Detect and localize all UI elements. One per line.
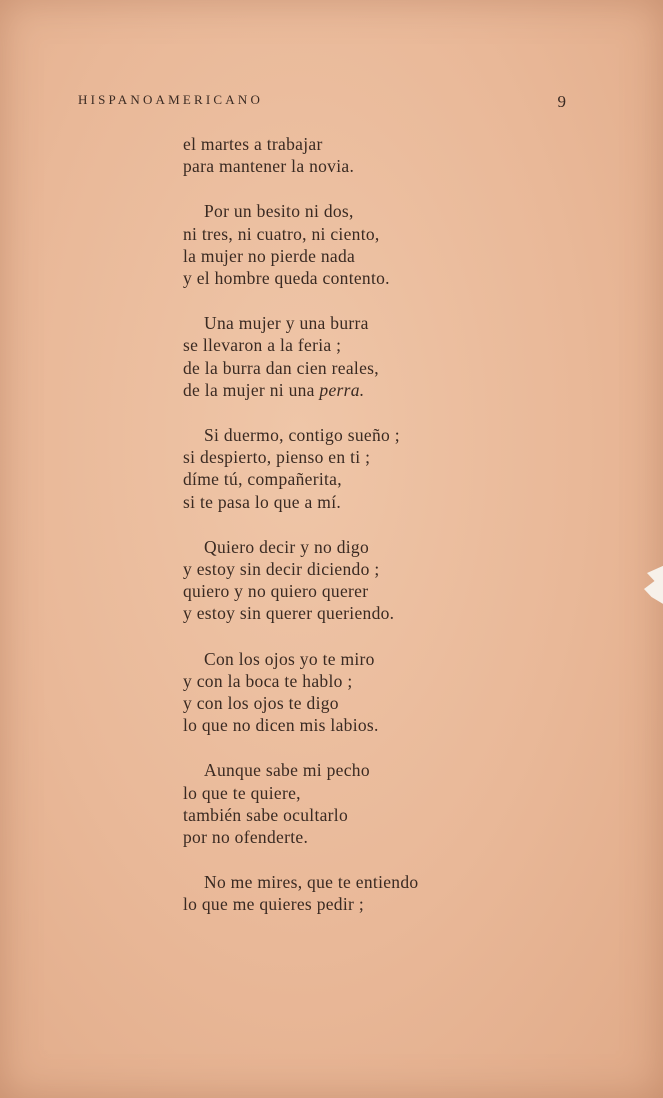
verse-line: Quiero decir y no digo	[204, 536, 370, 557]
verse-line: para mantener la novia.	[183, 156, 355, 177]
verse-line: y estoy sin querer queriendo.	[183, 603, 395, 624]
verse-line: se llevaron a la feria ;	[183, 335, 342, 356]
verse-line: de la burra dan cien reales,	[183, 357, 379, 378]
verse-line: y con los ojos te digo	[183, 693, 339, 714]
verse-line: díme tú, compañerita,	[183, 469, 342, 490]
running-title: HISPANOAMERICANO	[78, 92, 264, 107]
verse-line: Aunque sabe mi pecho	[204, 760, 370, 781]
verse-line: Una mujer y una burra	[204, 313, 369, 334]
stanza	[183, 312, 513, 401]
verse-line: también sabe ocultarlo	[183, 804, 349, 825]
stanza	[183, 759, 513, 848]
verse-line: el martes a trabajar	[183, 134, 323, 154]
verse-line: si te pasa lo que a mí.	[183, 491, 342, 512]
verse-line: y el hombre queda contento.	[183, 268, 390, 289]
verse-line: No me mires, que te entiendo	[204, 872, 419, 893]
verse-line: Por un besito ni dos,	[204, 201, 354, 222]
verse-text: de la mujer ni una	[183, 379, 320, 400]
poem-body	[183, 133, 513, 939]
verse-line: ni tres, ni cuatro, ni ciento,	[183, 223, 380, 244]
stanza	[183, 200, 513, 289]
verse-line: la mujer no pierde nada	[183, 245, 356, 266]
page-header	[78, 92, 566, 112]
stanza	[183, 133, 513, 177]
stanza	[183, 536, 513, 625]
verse-line: lo que te quiere,	[183, 782, 301, 803]
verse-line: lo que no dicen mis labios.	[183, 715, 379, 736]
verse-line: lo que me quieres pedir ;	[183, 894, 364, 915]
verse-line: por no ofenderte.	[183, 827, 309, 848]
stanza	[183, 424, 513, 513]
verse-line: quiero y no quiero querer	[183, 581, 369, 602]
page-tear	[635, 565, 663, 605]
verse-line: Con los ojos yo te miro	[204, 648, 375, 669]
page-number: 9	[557, 92, 566, 111]
verse-line: Si duermo, contigo sueño ;	[204, 425, 400, 446]
verse-line: y con la boca te hablo ;	[183, 670, 353, 691]
stanza	[183, 871, 513, 915]
verse-line: si despierto, pienso en ti ;	[183, 447, 371, 468]
italic-word: perra.	[319, 379, 365, 400]
stanza	[183, 648, 513, 737]
verse-line: y estoy sin decir diciendo ;	[183, 559, 380, 580]
verse-line-with-italic	[183, 379, 513, 401]
